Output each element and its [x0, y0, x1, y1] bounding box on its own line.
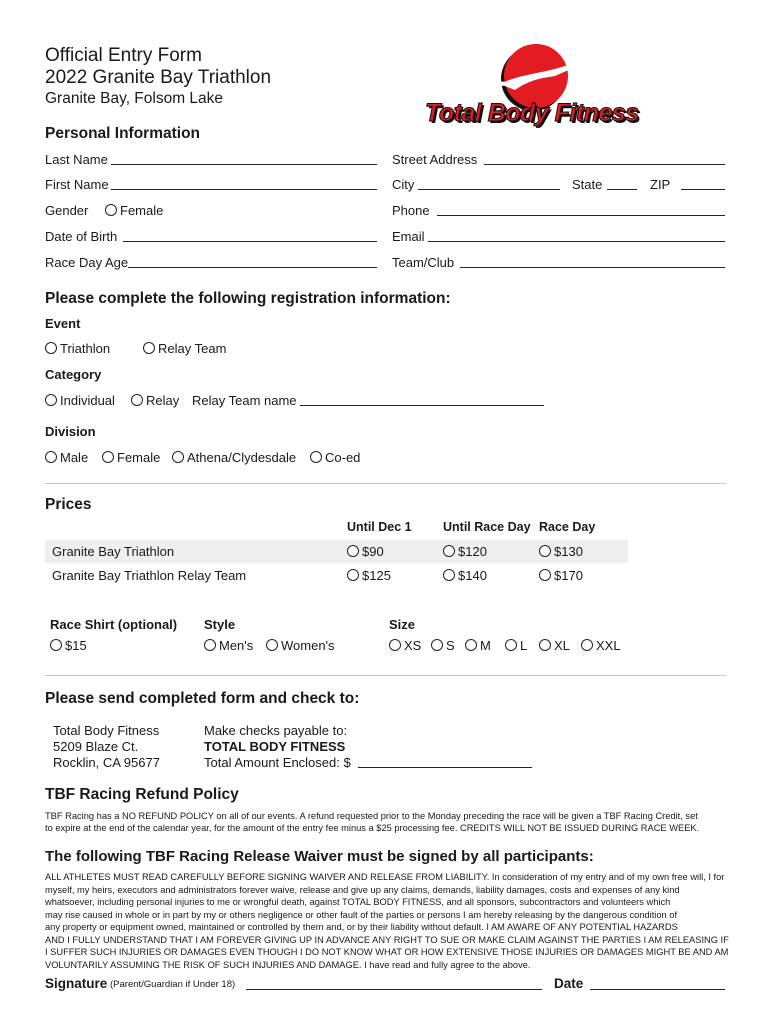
- gender-female-label: Female: [120, 203, 164, 218]
- phone-field[interactable]: [437, 215, 725, 216]
- refund-line-1: TBF Racing has a NO REFUND POLICY on all of our events. A refund requested prior to the Monday preceding the race will be given a TBF Racing Credit, set: [45, 811, 698, 821]
- size-label: Size: [389, 617, 416, 632]
- category-relay-label: Relay: [146, 393, 180, 408]
- gender-female-option[interactable]: [105, 203, 163, 218]
- style-label: Style: [204, 617, 236, 632]
- division-female-label: Female: [117, 450, 161, 465]
- category-label: Category: [45, 367, 102, 382]
- category-relay-option[interactable]: [131, 393, 179, 408]
- address-line-2: 5209 Blaze Ct.: [53, 739, 139, 754]
- radio-icon[interactable]: [143, 342, 155, 354]
- send-heading: Please send completed form and check to:: [45, 690, 360, 707]
- radio-icon[interactable]: [45, 342, 57, 354]
- address-line-1: Total Body Fitness: [53, 723, 160, 738]
- city-label: City: [392, 177, 415, 192]
- signature-field[interactable]: [246, 989, 542, 990]
- logo-wordmark: Total Body Fitness: [425, 99, 639, 127]
- team-field[interactable]: [460, 267, 725, 268]
- division-athena-option[interactable]: [172, 450, 296, 465]
- radio-icon[interactable]: [581, 639, 593, 651]
- size-xxl-option[interactable]: [581, 638, 621, 653]
- price-option[interactable]: [347, 544, 384, 559]
- radio-icon[interactable]: [50, 639, 62, 651]
- total-field[interactable]: [358, 767, 532, 768]
- style-womens-option[interactable]: [266, 638, 335, 653]
- style-womens-label: Women's: [281, 638, 335, 653]
- email-field[interactable]: [428, 241, 725, 242]
- dob-label: Date of Birth: [45, 229, 118, 244]
- waiver-line: myself, my heirs, executors and administrators forever waive, release and give up any claims, demands, liability damages, costs and expenses of any kind: [45, 884, 680, 895]
- race-day-age-field[interactable]: [128, 267, 377, 268]
- signature-label: Signature: [45, 976, 108, 991]
- zip-field[interactable]: [681, 189, 725, 190]
- size-s-option[interactable]: [431, 638, 455, 653]
- col-until-dec1: Until Dec 1: [347, 520, 412, 534]
- date-field[interactable]: [590, 989, 725, 990]
- dob-field[interactable]: [123, 241, 377, 242]
- col-until-race-day: Until Race Day: [443, 520, 531, 534]
- radio-icon[interactable]: [539, 639, 551, 651]
- waiver-heading: The following TBF Racing Release Waiver must be signed by all participants:: [45, 848, 594, 865]
- price-value: $90: [362, 544, 384, 559]
- size-xl-option[interactable]: [539, 638, 570, 653]
- size-label-text: S: [446, 638, 455, 653]
- radio-icon[interactable]: [505, 639, 517, 651]
- radio-icon[interactable]: [105, 204, 117, 216]
- event-label: Event: [45, 316, 81, 331]
- payable-label: Make checks payable to:: [204, 723, 348, 738]
- price-value: $170: [554, 568, 583, 583]
- registration-heading: Please complete the following registration information:: [45, 290, 451, 307]
- phone-label: Phone: [392, 203, 430, 218]
- race-day-age-label: Race Day Age: [45, 255, 129, 270]
- event-title: 2022 Granite Bay Triathlon: [45, 67, 272, 88]
- total-label: Total Amount Enclosed: $: [204, 755, 351, 770]
- radio-icon[interactable]: [465, 639, 477, 651]
- event-relay-label: Relay Team: [158, 341, 227, 356]
- waiver-line: I SUFFER SUCH INJURIES OR DAMAGES EVEN THOUGH I DO NOT KNOW WHAT OR HOW EXTENSIVE THOSE INJURIES OR DAMAGES MIGHT BE AND AM: [45, 947, 729, 957]
- city-field[interactable]: [418, 189, 560, 190]
- division-male-option[interactable]: [45, 450, 88, 465]
- division-coed-label: Co-ed: [325, 450, 361, 465]
- zip-label: ZIP: [650, 177, 671, 192]
- prices-heading: Prices: [45, 496, 92, 513]
- event-relay-option[interactable]: [143, 341, 226, 356]
- price-option[interactable]: [539, 568, 583, 583]
- first-name-label: First Name: [45, 177, 109, 192]
- radio-icon[interactable]: [431, 639, 443, 651]
- radio-icon[interactable]: [45, 451, 57, 463]
- division-male-label: Male: [60, 450, 89, 465]
- radio-icon[interactable]: [443, 545, 455, 557]
- state-field[interactable]: [607, 189, 637, 190]
- price-value: $125: [362, 568, 391, 583]
- shirt-price: $15: [65, 638, 87, 653]
- email-label: Email: [392, 229, 425, 244]
- price-option[interactable]: [347, 568, 391, 583]
- waiver-line: any property or equipment owned, maintained or controlled by them and, or by their liability without default. I AM AWARE OF ANY POTENTIAL HAZARDS: [45, 922, 678, 932]
- price-row-name: Granite Bay Triathlon Relay Team: [52, 568, 247, 583]
- relay-team-name-label: Relay Team name: [192, 393, 297, 408]
- size-label-text: XS: [404, 638, 422, 653]
- state-label: State: [572, 177, 603, 192]
- shirt-price-option[interactable]: [50, 638, 87, 653]
- event-triathlon-label: Triathlon: [60, 341, 111, 356]
- relay-team-name-field[interactable]: [300, 405, 544, 406]
- size-label-text: XXL: [596, 638, 621, 653]
- personal-info-heading: Personal Information: [45, 125, 201, 142]
- col-race-day: Race Day: [539, 520, 596, 534]
- size-xs-option[interactable]: [389, 638, 421, 653]
- event-location: Granite Bay, Folsom Lake: [45, 90, 224, 107]
- price-row-name: Granite Bay Triathlon: [52, 544, 175, 559]
- style-mens-option[interactable]: [204, 638, 253, 653]
- price-option[interactable]: [539, 544, 583, 559]
- address-line-3: Rocklin, CA 95677: [53, 755, 160, 770]
- radio-icon[interactable]: [347, 569, 359, 581]
- size-l-option[interactable]: [505, 638, 527, 653]
- size-label-text: M: [480, 638, 491, 653]
- radio-icon[interactable]: [266, 639, 278, 651]
- radio-icon[interactable]: [131, 394, 143, 406]
- refund-heading: TBF Racing Refund Policy: [45, 786, 239, 803]
- street-label: Street Address: [392, 152, 478, 167]
- radio-icon[interactable]: [310, 451, 322, 463]
- divider: [45, 675, 726, 676]
- radio-icon[interactable]: [347, 545, 359, 557]
- radio-icon[interactable]: [389, 639, 401, 651]
- radio-icon[interactable]: [539, 545, 551, 557]
- price-option[interactable]: [443, 544, 487, 559]
- size-label-text: L: [520, 638, 528, 653]
- street-field[interactable]: [484, 164, 725, 165]
- date-label: Date: [554, 976, 584, 991]
- radio-icon[interactable]: [172, 451, 184, 463]
- size-label-text: XL: [554, 638, 570, 653]
- division-athena-label: Athena/Clydesdale: [187, 450, 297, 465]
- gender-label: Gender: [45, 203, 89, 218]
- waiver-line: whatsoever, including personal injuries to me or wrongful death, against TOTAL BODY FITNESS, and all sponsors, subcontractors and volunteers which: [45, 897, 671, 907]
- size-m-option[interactable]: [465, 638, 491, 653]
- category-individual-label: Individual: [60, 393, 115, 408]
- waiver-line: ALL ATHLETES MUST READ CAREFULLY BEFORE SIGNING WAIVER AND RELEASE FROM LIABILITY. In consideration of my entry and of my own free will, I for: [45, 872, 725, 882]
- form-title: Official Entry Form: [45, 45, 202, 66]
- radio-icon[interactable]: [102, 451, 114, 463]
- price-option[interactable]: [443, 568, 487, 583]
- shirt-label: Race Shirt (optional): [50, 617, 178, 632]
- waiver-line: may rise caused in whole or in part by my or others negligence or other fault of the parties or persons I am hereby releasing by the dangerous condition of: [45, 909, 678, 920]
- event-triathlon-option[interactable]: [45, 341, 110, 356]
- team-label: Team/Club: [392, 255, 455, 270]
- category-individual-option[interactable]: [45, 393, 115, 408]
- style-mens-label: Men's: [219, 638, 254, 653]
- radio-icon[interactable]: [443, 569, 455, 581]
- radio-icon[interactable]: [204, 639, 216, 651]
- radio-icon[interactable]: [45, 394, 57, 406]
- price-value: $140: [458, 568, 487, 583]
- waiver-line: VOLUNTARILY ASSUMING THE RISK OF SUCH INJURIES AND DAMAGE. I have read and fully agree to the above.: [45, 959, 531, 970]
- radio-icon[interactable]: [539, 569, 551, 581]
- division-label: Division: [45, 424, 96, 439]
- signature-note: (Parent/Guardian if Under 18): [110, 979, 236, 990]
- tbf-logo: [425, 44, 700, 134]
- division-female-option[interactable]: [102, 450, 160, 465]
- payee-name: TOTAL BODY FITNESS: [204, 739, 346, 754]
- price-value: $130: [554, 544, 583, 559]
- price-value: $120: [458, 544, 487, 559]
- division-coed-option[interactable]: [310, 450, 360, 465]
- divider: [45, 483, 726, 484]
- first-name-field[interactable]: [111, 189, 377, 190]
- refund-line-2: to expire at the end of the calendar year, for the amount of the entry fee minus a $25 processing fee. CREDITS WILL NOT BE ISSUED DURING RACE WEEK.: [45, 823, 700, 833]
- waiver-line: AND I FULLY UNDERSTAND THAT I AM FOREVER GIVING UP IN ADVANCE ANY RIGHT TO SUE OR MAKE CLAIM AGAINST THE PARTIES I AM RELEASING IF: [45, 934, 729, 945]
- last-name-label: Last Name: [45, 152, 108, 167]
- last-name-field[interactable]: [111, 164, 377, 165]
